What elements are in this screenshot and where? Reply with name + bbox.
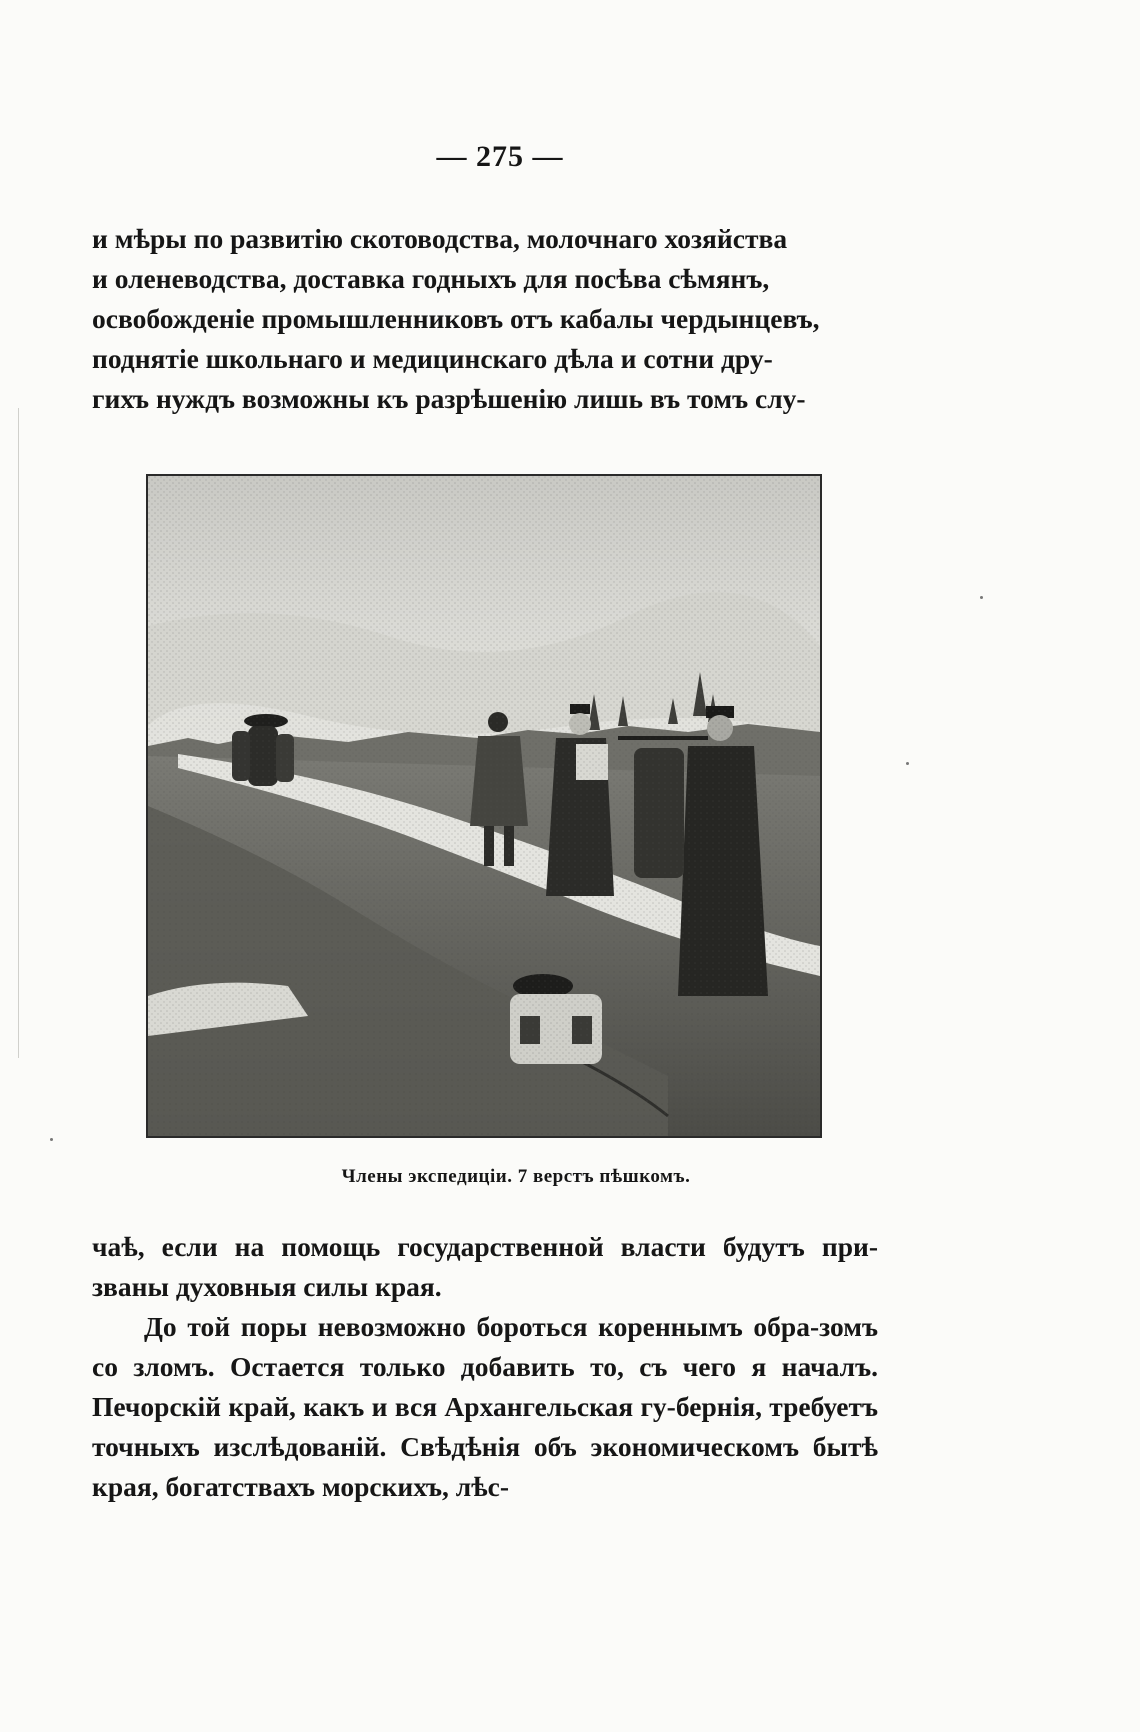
film-grain bbox=[148, 476, 820, 1136]
text-top bbox=[92, 219, 878, 419]
scan-speck bbox=[906, 762, 909, 765]
text-line: и оленеводства, доставка годныхъ для посѣва сѣмянъ, bbox=[92, 263, 770, 294]
figure-caption: Члены экспедиціи. 7 верстъ пѣшкомъ. bbox=[341, 1166, 691, 1187]
text-line: гихъ нуждъ возможны къ разрѣшенію лишь въ томъ слу- bbox=[92, 383, 806, 414]
scan-gutter-line bbox=[18, 408, 19, 1058]
text-line: поднятіе школьнаго и медицинскаго дѣла и сотни дру- bbox=[92, 343, 773, 374]
text-line: освобожденіе промышленниковъ отъ кабалы чердынцевъ, bbox=[92, 303, 820, 334]
text-line: и мѣры по развитію скотоводства, молочнаго хозяйства bbox=[92, 223, 788, 254]
paragraph: чаѣ, если на помощь государственной власти будутъ при-званы духовныя силы края. bbox=[92, 1231, 878, 1302]
scan-speck bbox=[980, 596, 983, 599]
paragraph: До той поры невозможно бороться кореннымъ обра-зомъ со зломъ. Остается только добавить то, съ чего я началъ. Печорскій край, какъ и вся Архангельская гу-бернія, требуетъ точныхъ изслѣдованій. Свѣдѣнія объ экономическомъ бытѣ края, богатствахъ морскихъ, лѣс- bbox=[92, 1311, 878, 1502]
text-bottom bbox=[92, 1227, 878, 1507]
page-number: — 275 — bbox=[436, 140, 564, 173]
photograph-illustration bbox=[148, 476, 820, 1136]
expedition-photograph bbox=[146, 474, 822, 1138]
scan-speck bbox=[50, 1138, 53, 1141]
